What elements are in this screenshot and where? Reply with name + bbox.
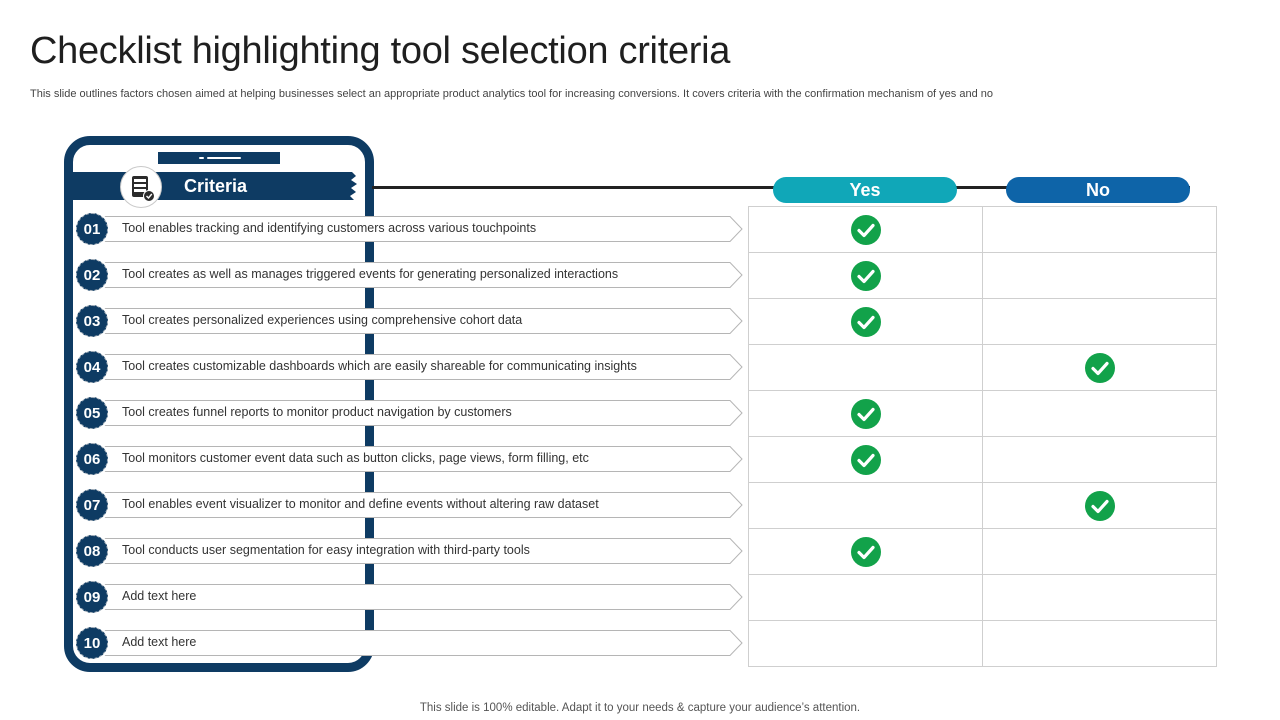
row-criterion-text: Tool enables event visualizer to monitor and define events without altering raw dataset <box>122 497 599 511</box>
criteria-row <box>74 350 744 384</box>
no-cell <box>982 252 1217 299</box>
criteria-row <box>74 534 744 568</box>
no-cell <box>982 344 1217 391</box>
row-number-badge: 07 <box>76 489 108 521</box>
no-cell <box>982 620 1217 667</box>
yes-cell <box>748 436 983 483</box>
criteria-row <box>74 442 744 476</box>
slide-footer: This slide is 100% editable. Adapt it to your needs & capture your audience’s attention. <box>419 702 861 714</box>
yes-cell <box>748 574 983 621</box>
yes-cell <box>748 482 983 529</box>
no-cell <box>982 206 1217 253</box>
criteria-row <box>74 212 744 246</box>
phone-camera-dot <box>199 157 204 159</box>
checkmark-icon <box>851 261 881 291</box>
row-number-badge: 03 <box>76 305 108 337</box>
row-number-badge: 01 <box>76 213 108 245</box>
criteria-row <box>74 396 744 430</box>
criteria-row <box>74 488 744 522</box>
checkmark-icon <box>851 537 881 567</box>
checkmark-icon <box>1085 353 1115 383</box>
slide-title: Checklist highlighting tool selection criteria <box>30 30 731 72</box>
slide-subtitle: This slide outlines factors chosen aimed at helping businesses select an appropriate product analytics tool for increasing conversions. It covers criteria with the confirmation mechanism of yes and no <box>30 88 993 100</box>
no-cell <box>982 436 1217 483</box>
criteria-heading: Criteria <box>184 176 248 196</box>
checkmark-icon <box>851 399 881 429</box>
yes-cell <box>748 206 983 253</box>
checklist-icon <box>120 166 162 208</box>
yes-cell <box>748 298 983 345</box>
row-number-badge: 09 <box>76 581 108 613</box>
row-criterion-text: Tool creates funnel reports to monitor product navigation by customers <box>122 405 512 419</box>
row-criterion-text: Add text here <box>122 635 197 649</box>
checkmark-icon <box>851 307 881 337</box>
no-cell <box>982 574 1217 621</box>
criteria-row <box>74 258 744 292</box>
answer-grid <box>748 206 1216 666</box>
checkmark-icon <box>851 215 881 245</box>
row-number-badge: 06 <box>76 443 108 475</box>
row-criterion-text: Tool creates as well as manages triggered events for generating personalized interactions <box>122 267 619 281</box>
no-cell <box>982 482 1217 529</box>
row-number-badge: 04 <box>76 351 108 383</box>
row-criterion-text: Tool monitors customer event data such as button clicks, page views, form filling, etc <box>122 451 589 465</box>
yes-cell <box>748 390 983 437</box>
checkmark-icon <box>1085 491 1115 521</box>
row-criterion-text: Tool creates customizable dashboards which are easily shareable for communicating insights <box>122 359 637 373</box>
row-criterion-text: Tool creates personalized experiences using comprehensive cohort data <box>122 313 523 327</box>
checkmark-icon <box>851 445 881 475</box>
yes-cell <box>748 528 983 575</box>
no-cell <box>982 390 1217 437</box>
yes-cell <box>748 252 983 299</box>
row-number-badge: 08 <box>76 535 108 567</box>
row-criterion-text: Tool enables tracking and identifying customers across various touchpoints <box>122 221 537 235</box>
no-cell <box>982 528 1217 575</box>
row-number-badge: 02 <box>76 259 108 291</box>
no-cell <box>982 298 1217 345</box>
yes-cell <box>748 620 983 667</box>
phone-speaker-slot <box>207 157 241 159</box>
row-number-badge: 05 <box>76 397 108 429</box>
criteria-row <box>74 304 744 338</box>
row-criterion-text: Add text here <box>122 589 197 603</box>
no-column-header: No <box>1006 177 1190 203</box>
criteria-row <box>74 626 744 660</box>
yes-cell <box>748 344 983 391</box>
criteria-row <box>74 580 744 614</box>
row-number-badge: 10 <box>76 627 108 659</box>
yes-column-header: Yes <box>773 177 957 203</box>
row-criterion-text: Tool conducts user segmentation for easy integration with third-party tools <box>122 543 530 557</box>
